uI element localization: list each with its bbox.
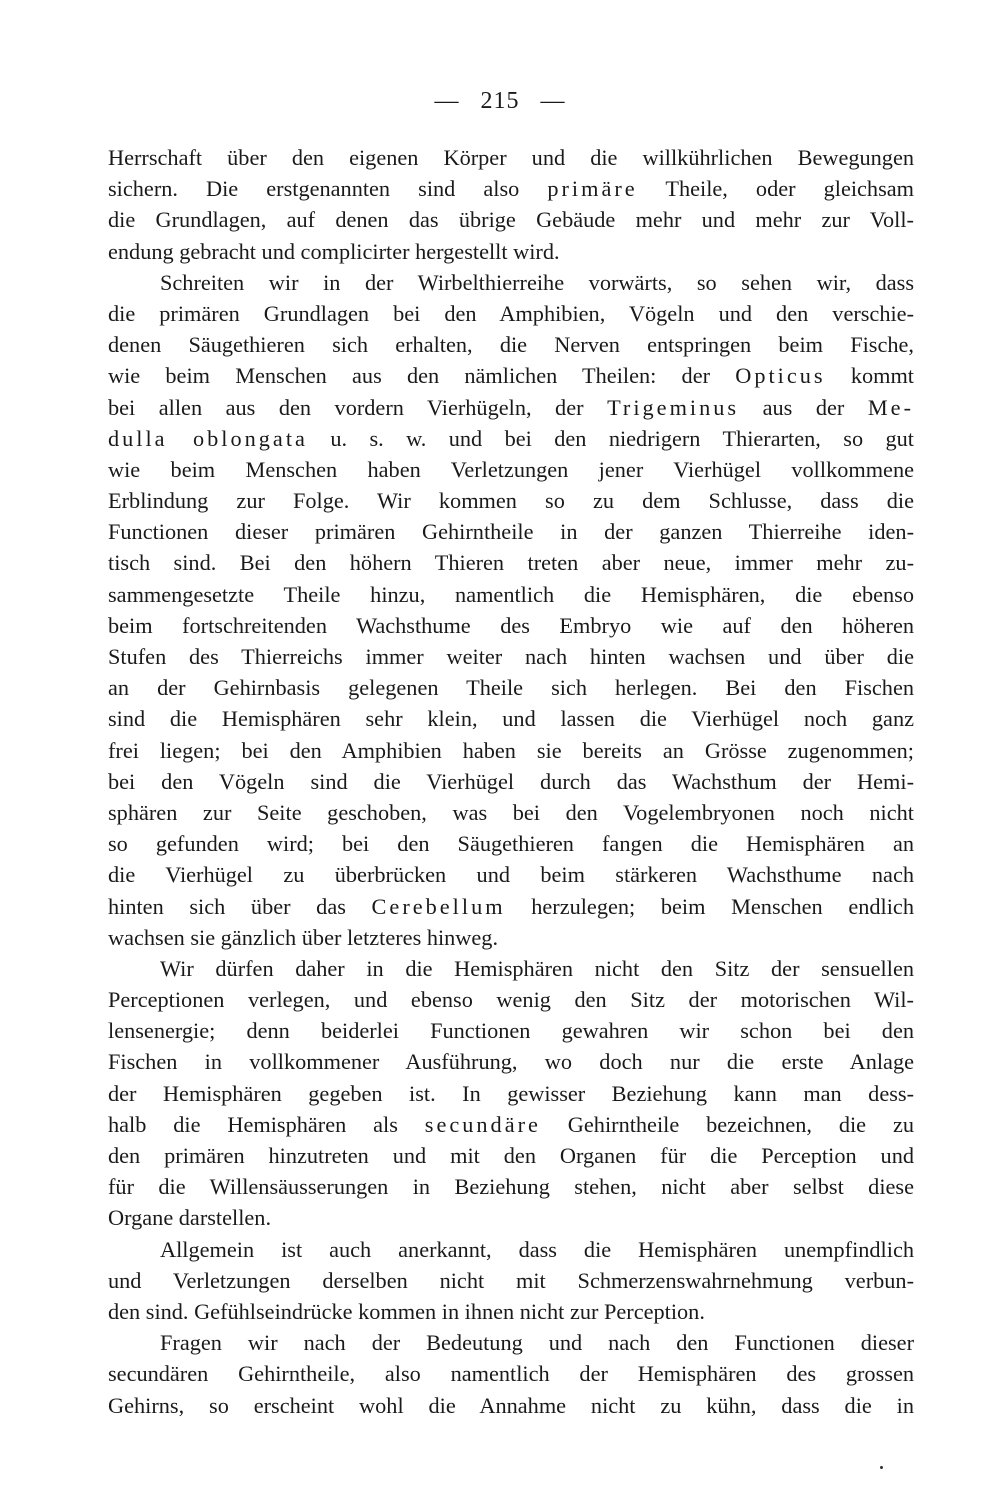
text-line: an der Gehirnbasis gelegenen Theile sich herlegen. Bei den Fischen xyxy=(108,675,914,701)
text-line: Organe darstellen. xyxy=(108,1205,272,1231)
text-line: hinten sich über das Cerebellum herzulegen; beim Menschen endlich xyxy=(108,893,914,919)
text-line: sphären zur Seite geschoben, was bei den Vogelembryonen noch nicht xyxy=(108,799,914,825)
spaced-term: dulla oblongata xyxy=(108,425,308,451)
text-line: wie beim Menschen aus den nämlichen Theilen: der Opticus kommt xyxy=(108,363,915,389)
text-line: so gefunden wird; bei den Säugethieren fangen die Hemisphären an xyxy=(108,831,914,857)
page-number-dash-left: — xyxy=(434,88,460,114)
text-line: wie beim Menschen haben Verletzungen jener Vierhügel vollkommene xyxy=(108,456,914,482)
text-line: Gehirns, so erscheint wohl die Annahme nicht zu kühn, dass die in xyxy=(108,1392,914,1418)
body-text xyxy=(108,142,914,1421)
text-line: Functionen dieser primären Gehirntheile in der ganzen Thierreihe iden- xyxy=(108,519,914,545)
spaced-term: Opticus xyxy=(735,363,826,389)
text-line: sichern. Die erstgenannten sind also primäre Theile, oder gleichsam xyxy=(108,176,914,202)
text-line: die Grundlagen, auf denen das übrige Gebäude mehr und mehr zur Voll- xyxy=(108,207,914,233)
text-line: Herrschaft über den eigenen Körper und die willkührlichen Bewegungen xyxy=(108,145,914,170)
text-line: bei allen aus den vordern Vierhügeln, der Trigeminus aus der Me- xyxy=(108,394,915,420)
text-line: sind die Hemisphären sehr klein, und lassen die Vierhügel noch ganz xyxy=(108,706,914,732)
spaced-term: Me- xyxy=(867,394,915,420)
text-line: frei liegen; bei den Amphibien haben sie bereits an Grösse zugenommen; xyxy=(108,737,914,763)
spaced-term: Cerebellum xyxy=(371,893,506,919)
text-line: bei den Vögeln sind die Vierhügel durch das Wachsthum der Hemi- xyxy=(108,768,914,794)
text-line: Wir dürfen daher in die Hemisphären nicht den Sitz der sensuellen xyxy=(160,955,914,981)
text-line: den primären hinzutreten und mit den Organen für die Perception und xyxy=(108,1143,914,1168)
text-line: secundären Gehirntheile, also namentlich der Hemisphären des grossen xyxy=(108,1361,914,1387)
spaced-term: primäre xyxy=(547,176,638,202)
stray-ink-dot xyxy=(880,1466,883,1469)
text-line: den sind. Gefühlseindrücke kommen in ihnen nicht zur Perception. xyxy=(108,1298,705,1324)
text-line: und Verletzungen derselben nicht mit Schmerzenswahrnehmung verbun- xyxy=(108,1267,914,1293)
text-line: dulla oblongata u. s. w. und bei den niedrigern Thierarten, so gut xyxy=(108,425,914,451)
text-line: Schreiten wir in der Wirbelthierreihe vorwärts, so sehen wir, dass xyxy=(160,269,914,295)
text-line: Stufen des Thierreichs immer weiter nach hinten wachsen und über die xyxy=(108,644,914,669)
text-line: Allgemein ist auch anerkannt, dass die Hemisphären unempfindlich xyxy=(160,1236,914,1262)
text-line: der Hemisphären gegeben ist. In gewisser Beziehung kann man dess- xyxy=(108,1080,914,1106)
text-line: beim fortschreitenden Wachsthume des Embryo wie auf den höheren xyxy=(108,612,914,638)
text-line: sammengesetzte Theile hinzu, namentlich die Hemisphären, die ebenso xyxy=(108,581,914,607)
text-line: Fischen in vollkommener Ausführung, wo doch nur die erste Anlage xyxy=(108,1049,914,1075)
page-number-dash-right: — xyxy=(540,88,566,114)
text-line: denen Säugethieren sich erhalten, die Nerven entspringen beim Fische, xyxy=(108,332,914,358)
text-line: Perceptionen verlegen, und ebenso wenig den Sitz der motorischen Wil- xyxy=(108,987,914,1013)
text-line: die Vierhügel zu überbrücken und beim stärkeren Wachsthume nach xyxy=(108,862,914,888)
text-line: die primären Grundlagen bei den Amphibien, Vögeln und den verschie- xyxy=(108,300,914,326)
text-line: Erblindung zur Folge. Wir kommen so zu dem Schlusse, dass die xyxy=(108,488,914,514)
text-line: endung gebracht und complicirter hergestellt wird. xyxy=(108,238,560,264)
text-line: tisch sind. Bei den höhern Thieren treten aber neue, immer mehr zu- xyxy=(108,550,914,576)
text-line: Fragen wir nach der Bedeutung und nach den Functionen dieser xyxy=(160,1330,914,1356)
spaced-term: Trigeminus xyxy=(607,394,740,420)
text-line: lensenergie; denn beiderlei Functionen gewahren wir schon bei den xyxy=(108,1018,914,1044)
spaced-term: secundäre xyxy=(424,1111,541,1137)
text-line: für die Willensäusserungen in Beziehung stehen, nicht aber selbst diese xyxy=(108,1174,914,1200)
text-line: wachsen sie gänzlich über letzteres hinweg. xyxy=(108,924,499,950)
text-line: halb die Hemisphären als secundäre Gehirntheile bezeichnen, die zu xyxy=(108,1111,914,1137)
page-number: 215 xyxy=(480,88,520,114)
page-number-header xyxy=(0,88,1000,115)
